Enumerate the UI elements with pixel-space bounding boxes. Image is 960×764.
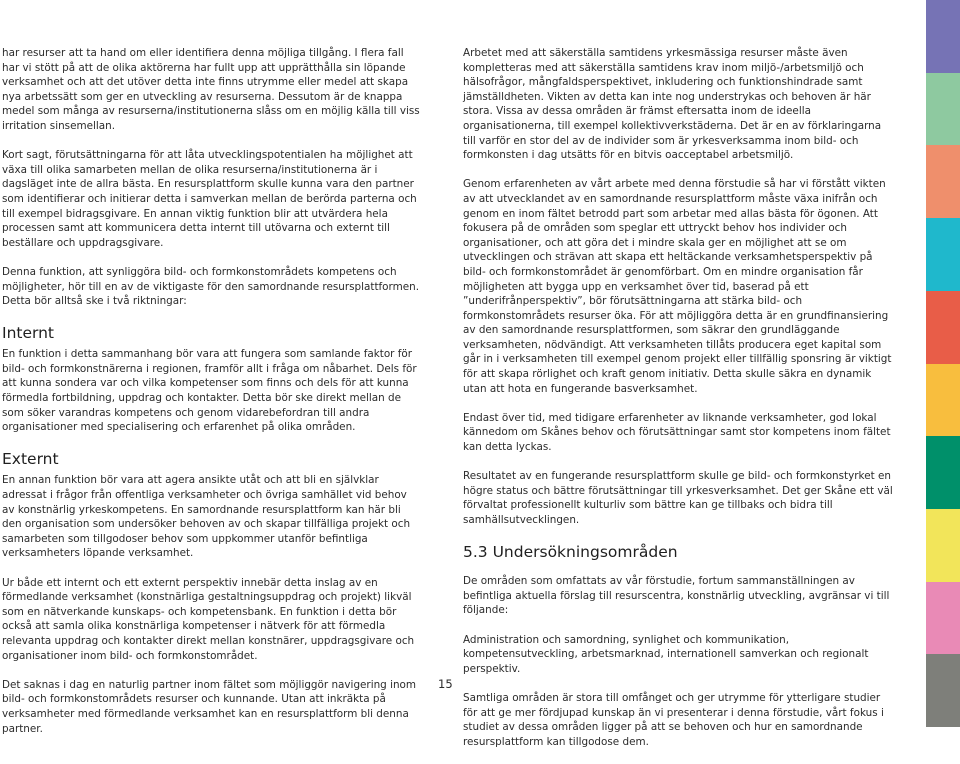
color-stripe — [926, 291, 960, 364]
right-paragraph-5: De områden som omfattats av vår förstudie, fortum sammanställningen av befintliga aktuella förslag till resurscentra, konstnärlig utveckling, avgränsar vi till följande: — [463, 575, 890, 617]
page-number: 15 — [438, 677, 453, 691]
right-paragraph-4: Resultatet av en fungerande resursplattform skulle ge bild- och formkonstyrket en högre status och bättre förutsättningar till yrkesverksamhet. Det ger Skåne ett väl förvaltat professionellt kulturliv som bättre kan ge tillbaks och bidra till samhällsutvecklingen. — [463, 470, 893, 526]
color-stripe — [926, 73, 960, 146]
color-stripe — [926, 0, 960, 73]
left-paragraph-3: Denna funktion, att synliggöra bild- och formkonstområdets kompetens och möjligheter, hör till en av de viktigaste för den samordnande resursplattformen. Detta bör alltså ske i två riktningar: — [2, 265, 420, 308]
left-paragraph-2: Kort sagt, förutsättningarna för att låta utvecklingspotentialen ha möjlighet att växa till olika samarbeten mellan de olika resurserna/institutionerna är i dagsläget inte de allra bästa. En resursplattform skulle kunna vara den partner som identifierar och initierar detta i samverkan mellan de berörda parterna och till exempel bidragsgivare. En annan viktig funktion blir att utvärdera hela processen samt att kommunicera detta internt till utövarna och externt till beställare och uppdragsgivare. — [2, 149, 417, 249]
heading-externt: Externt — [2, 450, 59, 469]
color-stripe-bar — [926, 0, 960, 727]
left-paragraph-4: En funktion i detta sammanhang bör vara att fungera som samlande faktor för bild- och formkonstnärerna i regionen, framför allt i fråga om nåbarhet. Dels för att kunna sondera var och vilka kompetenser som finns och dels för att kunna förmedla fortbildning, uppdrag och kontakter. Detta bör ske direkt mellan de som söker varandras kompetens och genom vidarebefordran till andra organisationer med specialisering och erfarenhet på olika områden. — [2, 348, 417, 434]
left-paragraph-6: Ur både ett internt och ett externt perspektiv innebär detta inslag av en förmedlande verksamhet (konstnärliga gestaltningsuppdrag och projekt) likväl som en nätverkande kunskaps- och kompetensbank. En funktion i detta bör också att samla olika konstnärliga kompetenser i nätverk för att förmedla relevanta uppdrag och kontakter direkt mellan konstnärer, uppdragsgivare och organisationer inom bild- och formkonstområdet. — [2, 576, 415, 662]
right-paragraph-7: Samtliga områden är stora till omfånget och ger utrymme för ytterligare studier för att ge mer fördjupad kunskap än vi presenterar i denna förstudie, vårt fokus i studiet av dessa områden ligger på att se behoven och hur en samordnande resursplattform kan tillgodose dem. — [463, 691, 884, 748]
heading-internt: Internt — [2, 324, 55, 343]
color-stripe — [926, 509, 960, 582]
color-stripe — [926, 218, 960, 291]
right-paragraph-6: Administration och samordning, synlighet och kommunikation, kompetensutveckling, arbetsmarknad, internationell samverkan och regionalt perspektiv. — [463, 633, 869, 675]
right-column — [463, 46, 893, 764]
color-stripe — [926, 436, 960, 509]
color-stripe — [926, 654, 960, 727]
right-paragraph-1: Arbetet med att säkerställa samtidens yrkesmässiga resurser måste även kompletteras med att säkerställa samtidens krav inom miljö-/arbetsmiljö och hälsofrågor, mångfaldsperspektivet, inkludering och funktionshindrade samt jämställdheten. Vikten av detta kan inte nog understrykas och behoven är här stora. Vissa av dessa områden är främst eftersatta inom de ideella organisationerna, till exempel kollektivverkstäderna. Det är en av förklaringarna till varför en stor del av de individer som är yrkesverksamma inom bild- och formkonsten i dag utsätts för en bitvis oacceptabel arbetsmiljö. — [463, 47, 882, 162]
right-paragraph-2: Genom erfarenheten av vårt arbete med denna förstudie så har vi förstått vikten av att utvecklandet av en samordnande resursplattform måste växa inifrån och genom en inom fältet betrodd part som arbetar med allas bästa för ögonen. Att fokusera på de områden som speglar ett uttryckt behov hos individer och organisationer, och att göra det i mindre skala ger en möjlighet att se om utvecklingen och strävan att skapa ett heltäckande verksamhetsperspektiv på bild- och formkonstområdet är genomförbart. Om en mindre organisation får möjligheten att bygga upp en verksamhet över tid, baserad på ett ”underifrånperspektiv”, bör förutsättningarna att stärka bild- och formkonstområdets resurser öka. För att möjliggöra detta är en grundfinansiering av den samordnande resursplattformen, som säkrar den grundläggande verksamheten, nödvändigt. Att verksamheten tillåts producera eget kapital som går in i verksamheten till exempel genom projekt eller tillfällig sponsring är viktigt för att skapa rörlighet och kraft genom initiativ. Detta skulle säkra en dynamik utan att hota en fungerande basverksamhet. — [463, 178, 892, 395]
left-paragraph-5: En annan funktion bör vara att agera ansikte utåt och att bli en självklar adressat i frågor från offentliga verksamheter och övriga samhället vid behov av konstnärlig yrkeskompetens. En samordnande resursplattform kan här bli den organisation som undersöker behoven av och skapar tillfälliga projekt och samarbeten som tillgodoser behov som uppkommer utanför befintliga verksamheters löpande verksamhet. — [2, 474, 411, 560]
color-stripe — [926, 364, 960, 437]
color-stripe — [926, 145, 960, 218]
left-paragraph-1: har resurser att ta hand om eller identifiera denna möjliga tillgång. I flera fall har vi stött på att de olika aktörerna har fullt upp att upprätthålla sin löpande verksamhet och att det utöver detta inte finns utrymme eller medel att skapa nya arbetssätt som ger en utveckling av resurserna. Dessutom är de knappa medel som många av resurserna/institutionerna slåss om en möjlig källa till viss irritation sinsemellan. — [2, 47, 420, 132]
color-stripe — [926, 582, 960, 655]
left-paragraph-7: Det saknas i dag en naturlig partner inom fältet som möjliggör navigering inom bild- och formkonstområdets resurser och kunnande. Utan att inkräkta på verksamheter med förmedlande verksamhet kan en resursplattform bli denna partner. — [2, 678, 417, 735]
left-column — [2, 46, 422, 751]
section-heading: 5.3 Undersökningsområden — [463, 543, 678, 562]
right-paragraph-3: Endast över tid, med tidigare erfarenheter av liknande verksamheter, god lokal kännedom om Skånes behov och förutsättningar samt stor kompetens inom fältet kan detta lyckas. — [463, 411, 891, 454]
